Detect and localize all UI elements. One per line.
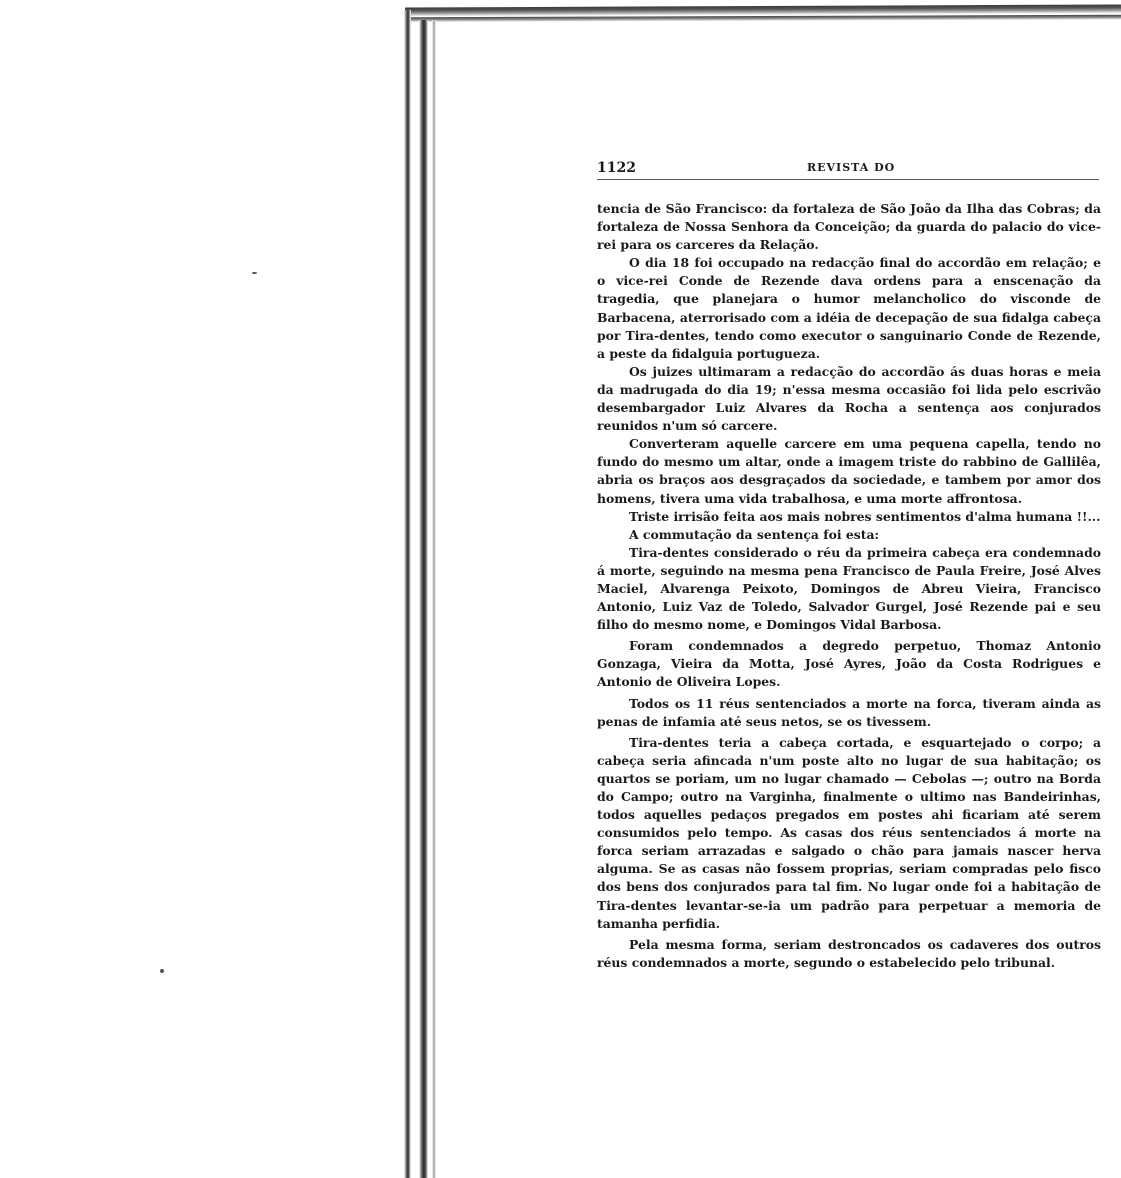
book-edge-left [404, 10, 411, 1178]
running-title: REVISTA DO [807, 161, 896, 174]
header-rule [597, 179, 1099, 180]
page-body [597, 200, 1101, 972]
paragraph: O dia 18 foi occupado na redacção final do accordão em relação; e o vice-rei Conde de Rezende dava ordens para a enscenação da tragedia, que planejara o humor melancholico do visconde de Barbacena, aterrorisado com a idéia de decepação de sua fidalga cabeça por Tira-dentes, tendo como executor o sanguinario Conde de Rezende, a peste da fidalguia portugueza. [597, 255, 1101, 361]
page-number: 1122 [597, 160, 636, 176]
paragraph: Foram condemnados a degredo perpetuo, Thomaz Antonio Gonzaga, Vieira da Motta, José Ayres, João da Costa Rodrigues e Antonio de Oliveira Lopes. [597, 638, 1101, 690]
paragraph: Triste irrisão feita aos mais nobres sentimentos d'alma humana !!... [629, 508, 1101, 524]
book-gutter-shadow [419, 20, 428, 1178]
paragraph: Converteram aquelle carcere em uma pequena capella, tendo no fundo do mesmo um altar, onde a imagem triste do rabbino de Gallilêa, abria os braços aos desgraçados da sociedade, e tambem por amor dos homens, tivera uma vida trabalhosa, e uma morte affrontosa. [597, 436, 1101, 506]
page-header [597, 160, 1099, 180]
paragraph: A commutação da sentença foi esta: [629, 526, 880, 542]
paragraph: Os juizes ultimaram a redacção do accordão ás duas horas e meia da madrugada do dia 19; n'essa mesma occasião foi lida pelo escrivão desembargador Luiz Alvares da Rocha a sentença aos conjurados reunidos n'um só carcere. [597, 363, 1101, 434]
paragraph: Pela mesma forma, seriam destroncados os cadaveres dos outros réus condemnados a morte, segundo o estabelecido pelo tribunal. [597, 936, 1101, 970]
book-edge-top-shadow [410, 15, 1121, 22]
paragraph: tencia de São Francisco: da fortaleza de São João da Ilha das Cobras; da fortaleza de Nossa Senhora da Conceição; da guarda do palacio do vice-rei para os carceres da Relação. [597, 201, 1101, 253]
paragraph: Tira-dentes considerado o réu da primeira cabeça era condemnado á morte, seguindo na mesma pena Francisco de Paula Freire, José Alves Maciel, Alvarenga Peixoto, Domingos de Abreu Vieira, Francisco Antonio, Luiz Vaz de Toledo, Salvador Gurgel, José Rezende pai e seu filho do mesmo nome, e Domingos Vidal Barbosa. [597, 544, 1101, 633]
paragraph: Todos os 11 réus sentenciados a morte na forca, tiveram ainda as penas de infamia até seus netos, se os tivessem. [597, 695, 1101, 729]
paragraph: Tira-dentes teria a cabeça cortada, e esquartejado o corpo; a cabeça seria afincada n'um poste alto no lugar de sua habitação; os quartos se poriam, um no lugar chamado — Cebolas —; outro na Borda do Campo; outro na Varginha, finalmente o ultimo nas Bandeirinhas, todos aquelles pedaços pregados em postes ahi ficariam até serem consumidos pelo tempo. As casas dos réus sentenciados á morte na forca seriam arrazadas e salgado o chão para jamais nascer herva alguma. Se as casas não fossem proprias, seriam compradas pelo fisco dos bens dos conjurados para tal fim. No lugar onde foi a habitação de Tira-dentes levantar-se-ia um padrão para perpetuar a memoria de tamanha perfidia. [597, 734, 1101, 931]
book-gutter-line [432, 20, 436, 1178]
scan-speck [252, 272, 257, 274]
scan-speck [160, 969, 164, 973]
